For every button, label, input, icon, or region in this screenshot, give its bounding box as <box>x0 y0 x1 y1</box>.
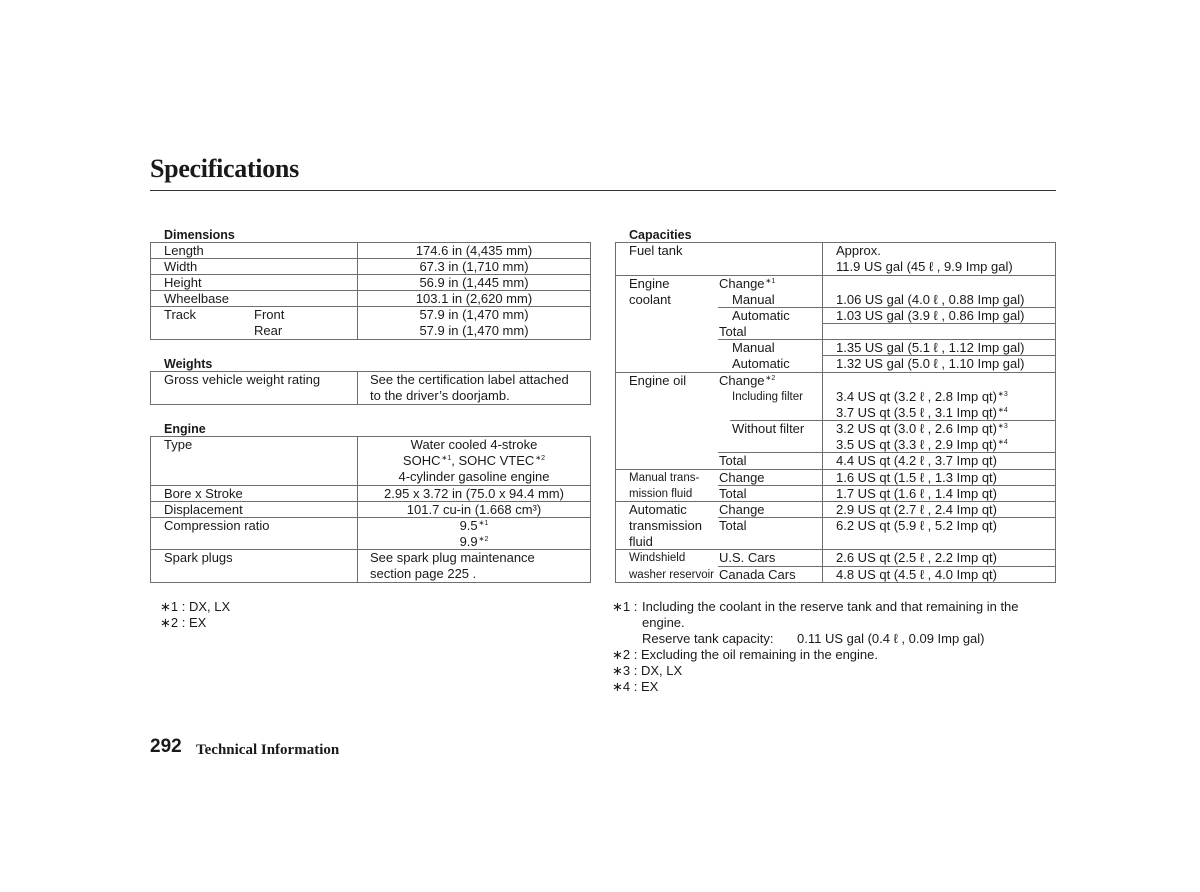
bore-stroke-label: Bore x Stroke <box>164 486 243 501</box>
reserve-tank-label: Reserve tank capacity: <box>642 631 774 646</box>
mt-change-value: 1.6 US qt (1.5 ℓ , 1.3 Imp qt) <box>836 470 997 485</box>
coolant-total-auto-label: Automatic <box>732 356 790 371</box>
oil-incl-filter-label: Including filter <box>732 391 803 403</box>
oil-wo-filter-label: Without filter <box>732 421 805 436</box>
coolant-change-auto-value: 1.03 US gal (3.9 ℓ , 0.86 Imp gal) <box>836 308 1025 323</box>
rule <box>590 436 591 582</box>
coolant-total-label: Total <box>719 324 747 339</box>
page-number: 292 <box>150 736 182 757</box>
wheelbase-label: Wheelbase <box>164 291 230 306</box>
oil-value: 3.4 US qt (3.2 ℓ , 2.8 Imp qt) <box>836 389 997 404</box>
mt-total-value: 1.7 US qt (1.6 ℓ , 1.4 Imp qt) <box>836 486 997 501</box>
track-front-value: 57.9 in (1,470 mm) <box>419 307 529 322</box>
rule <box>1055 242 1056 582</box>
rule <box>357 371 358 404</box>
rule <box>150 582 591 583</box>
washer-ca-label: Canada Cars <box>719 567 796 582</box>
displacement-value: 101.7 cu-in (1.668 cm³) <box>406 502 542 517</box>
footnote-mark: ∗2 <box>535 455 546 462</box>
footnote-r1-line1: Including the coolant in the reserve tank and that remaining in the <box>642 599 1019 614</box>
coolant-total-auto-value: 1.32 US gal (5.0 ℓ , 1.10 Imp gal) <box>836 356 1025 371</box>
spark-plugs-label: Spark plugs <box>164 550 233 565</box>
footnote-2: ∗2 : EX <box>160 615 207 630</box>
capacities-heading: Capacities <box>629 228 692 242</box>
at-fluid-label-line2: transmission <box>629 518 702 533</box>
gvwr-value-line1: See the certification label attached <box>370 372 569 387</box>
type-line2 <box>358 453 590 469</box>
mt-fluid-label-line2: mission fluid <box>629 488 693 500</box>
type-sohc-vtec: , SOHC VTEC <box>451 453 535 468</box>
footnote-r3: ∗3 : DX, LX <box>612 663 683 678</box>
title-rule <box>150 190 1056 191</box>
coolant-label-line2: coolant <box>629 292 671 307</box>
footnote-r1-line2: engine. <box>642 615 685 630</box>
compression-value2 <box>358 534 590 550</box>
width-label: Width <box>164 259 198 274</box>
at-total-label: Total <box>719 518 747 533</box>
compression-value: 9.9 <box>459 534 478 549</box>
type-sohc: SOHC <box>402 453 441 468</box>
rule <box>150 404 591 405</box>
track-label: Track <box>164 307 197 322</box>
oil-value: 3.2 US qt (3.0 ℓ , 2.6 Imp qt) <box>836 421 997 436</box>
rule <box>615 242 616 582</box>
track-rear-label: Rear <box>254 323 283 338</box>
footnote-mark: ∗2 <box>478 536 489 543</box>
compression-value: 9.5 <box>459 518 478 533</box>
rule <box>615 275 1056 276</box>
rule <box>150 242 151 339</box>
type-line1: Water cooled 4-stroke <box>410 437 538 452</box>
footnote-r4: ∗4 : EX <box>612 679 659 694</box>
oil-change-text: Change <box>719 373 765 388</box>
footnote-mark: ∗2 <box>765 375 776 382</box>
type-label: Type <box>164 437 193 452</box>
coolant-change-manual-value: 1.06 US gal (4.0 ℓ , 0.88 Imp gal) <box>836 292 1025 307</box>
footnote-mark: ∗1 <box>441 455 452 462</box>
footnote-mark: ∗3 <box>998 423 1008 430</box>
track-front-label: Front <box>254 307 285 322</box>
dimensions-heading: Dimensions <box>164 228 235 242</box>
height-label: Height <box>164 275 202 290</box>
washer-ca-value: 4.8 US qt (4.5 ℓ , 4.0 Imp qt) <box>836 567 997 582</box>
oil-total-value: 4.4 US qt (4.2 ℓ , 3.7 Imp qt) <box>836 453 997 468</box>
oil-incl-filter-value1 <box>836 389 1008 405</box>
wheelbase-value: 103.1 in (2,620 mm) <box>415 291 533 306</box>
length-value: 174.6 in (4,435 mm) <box>415 243 533 258</box>
section-title: Technical Information <box>196 742 340 758</box>
oil-incl-filter-value2 <box>836 405 1008 421</box>
height-value: 56.9 in (1,445 mm) <box>419 275 529 290</box>
compression-value1 <box>358 518 590 534</box>
gvwr-label: Gross vehicle weight rating <box>164 372 321 387</box>
bore-stroke-value: 2.95 x 3.72 in (75.0 x 94.4 mm) <box>384 486 564 501</box>
coolant-change-label <box>719 276 775 292</box>
mt-change-label: Change <box>719 470 765 485</box>
footnote-mark: ∗4 <box>998 439 1008 446</box>
coolant-change-auto-label: Automatic <box>732 308 790 323</box>
oil-wo-filter-value1 <box>836 421 1008 437</box>
rule <box>150 436 151 582</box>
footnote-1: ∗1 : DX, LX <box>160 599 231 614</box>
rule <box>150 339 591 340</box>
at-change-label: Change <box>719 502 765 517</box>
page-title: Specifications <box>150 154 299 183</box>
washer-us-label: U.S. Cars <box>719 550 776 565</box>
coolant-change-text: Change <box>719 276 765 291</box>
coolant-label-line1: Engine <box>629 276 670 291</box>
fuel-tank-label: Fuel tank <box>629 243 683 258</box>
displacement-label: Displacement <box>164 502 243 517</box>
oil-wo-filter-value2 <box>836 437 1008 453</box>
footnote-r1-mark: ∗1 : <box>612 599 638 614</box>
footnote-r2: ∗2 : Excluding the oil remaining in the engine. <box>612 647 878 662</box>
footnote-mark: ∗1 <box>478 520 489 527</box>
compression-label: Compression ratio <box>164 518 270 533</box>
track-rear-value: 57.9 in (1,470 mm) <box>419 323 529 338</box>
washer-us-value: 2.6 US qt (2.5 ℓ , 2.2 Imp qt) <box>836 550 997 565</box>
footnote-mark: ∗4 <box>998 407 1008 414</box>
at-total-value: 6.2 US qt (5.9 ℓ , 5.2 Imp qt) <box>836 518 997 533</box>
oil-value: 3.7 US qt (3.5 ℓ , 3.1 Imp qt) <box>836 405 997 420</box>
spark-plugs-value-line2: section page 225 . <box>370 566 477 581</box>
type-line3: 4-cylinder gasoline engine <box>398 469 550 484</box>
footnote-mark: ∗3 <box>998 391 1008 398</box>
oil-value: 3.5 US qt (3.3 ℓ , 2.9 Imp qt) <box>836 437 997 452</box>
washer-label-line2: washer reservoir <box>629 569 714 581</box>
mt-total-label: Total <box>719 486 747 501</box>
fuel-tank-value-line1: Approx. <box>836 243 881 258</box>
coolant-total-manual-label: Manual <box>732 340 775 355</box>
engine-oil-label: Engine oil <box>629 373 687 388</box>
rule <box>822 242 823 582</box>
width-value: 67.3 in (1,710 mm) <box>419 259 529 274</box>
footnote-mark: ∗1 <box>765 278 776 285</box>
at-fluid-label-line1: Automatic <box>629 502 687 517</box>
washer-label-line1: Windshield <box>629 552 686 564</box>
spark-plugs-value-line1: See spark plug maintenance <box>370 550 535 565</box>
weights-heading: Weights <box>164 357 213 371</box>
rule <box>590 242 591 339</box>
gvwr-value-line2: to the driver’s doorjamb. <box>370 388 510 403</box>
fuel-tank-value-line2: 11.9 US gal (45 ℓ , 9.9 Imp gal) <box>836 259 1013 274</box>
engine-heading: Engine <box>164 422 206 436</box>
at-change-value: 2.9 US qt (2.7 ℓ , 2.4 Imp qt) <box>836 502 997 517</box>
coolant-total-manual-value: 1.35 US gal (5.1 ℓ , 1.12 Imp gal) <box>836 340 1025 355</box>
reserve-tank-value: 0.11 US gal (0.4 ℓ , 0.09 Imp gal) <box>797 631 985 646</box>
oil-total-label: Total <box>719 453 747 468</box>
at-fluid-label-line3: fluid <box>629 534 653 549</box>
mt-fluid-label-line1: Manual trans- <box>629 472 700 484</box>
coolant-change-manual-label: Manual <box>732 292 775 307</box>
oil-change-label <box>719 373 775 389</box>
length-label: Length <box>164 243 204 258</box>
rule <box>150 371 151 404</box>
rule <box>590 371 591 404</box>
